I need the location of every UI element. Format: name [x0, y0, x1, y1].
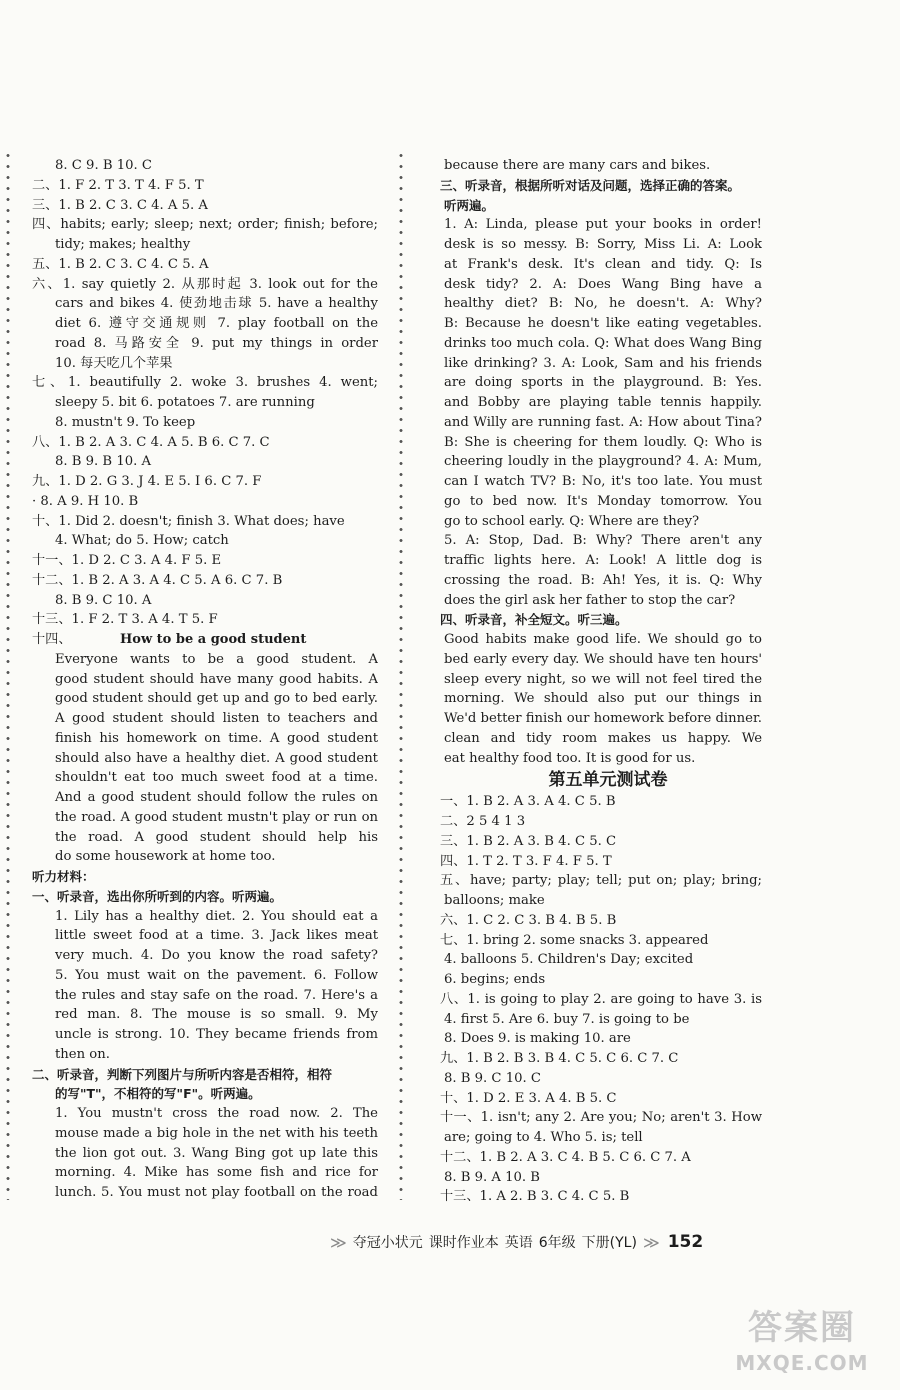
left-line: 8. B 9. C 10. A	[55, 592, 152, 608]
left-line: uncle is strong. 10. They became friends from	[55, 1027, 378, 1042]
left-line: the road. A good student should help his	[55, 829, 378, 845]
right-line: 4. balloons 5. Children's Day; excited	[444, 952, 694, 968]
left-line: lunch. 5. You must not play football on the road	[55, 1185, 378, 1200]
right-line: crossing the road. B: Ah! Yes, it is. Q: Why	[444, 572, 762, 588]
watermark-line2: MXQE.COM	[735, 1351, 869, 1375]
right-line: balloons; make	[444, 893, 545, 908]
right-line: and Bobby are playing table tennis happily.	[444, 395, 762, 410]
left-line: And a good student should follow the rules on	[55, 790, 378, 805]
chevron-right-icon: ≫	[330, 1232, 347, 1252]
left-line: finish his homework on time. A good student	[55, 730, 378, 746]
right-line: 八、1. is going to play 2. are going to have 3. is	[440, 991, 762, 1007]
left-line: red man. 8. The mouse is so small. 9. My	[55, 1007, 378, 1023]
left-line: 8. B 9. B 10. A	[55, 454, 152, 470]
right-line: traffic lights here. A: Look! A little dog is	[444, 553, 762, 568]
right-line: Good habits make good life. We should go to	[444, 632, 762, 647]
left-line: 二、听录音，判断下列图片与所听内容是否相符，相符	[32, 1066, 333, 1082]
right-line: drinks too much cola. Q: What does Wang Bing	[444, 335, 762, 351]
right-line: 六、1. C 2. C 3. B 4. B 5. B	[440, 912, 617, 928]
right-line: desk tidy? 2. A: Does Wang Bing have a	[444, 276, 762, 292]
right-line: are doing sports in the playground. B: Yes.	[444, 375, 762, 391]
right-line: 四、1. T 2. T 3. F 4. F 5. T	[440, 853, 612, 869]
right-line: B: She is cheering for them loudly. Q: Who is	[444, 434, 762, 450]
left-line: cars and bikes 4. 使劲地击球 5. have a healthy	[55, 296, 378, 312]
page-number: 152	[667, 1232, 704, 1252]
left-line	[32, 630, 378, 650]
left-line: 十三、1. F 2. T 3. A 4. T 5. F	[32, 612, 218, 628]
left-line: 1. Lily has a healthy diet. 2. You should eat a	[55, 908, 378, 924]
right-line: 第五单元测试卷	[548, 770, 668, 791]
right-line: healthy diet? B: No, he doesn't. A: Why?	[444, 296, 762, 312]
left-line: 一、听录音，选出你所听到的内容。听两遍。	[32, 888, 283, 904]
right-line: go to school early. Q: Where are they?	[444, 513, 700, 529]
left-line: 4. What; do 5. How; catch	[55, 533, 229, 549]
left-line: good student should get up and go to bed early.	[55, 691, 378, 707]
left-line: good student should have many good habits. A	[55, 671, 378, 687]
right-line: at Frank's desk. It's clean and tidy. Q: Is	[444, 256, 762, 272]
left-line: shouldn't eat too much sweet food at a time.	[55, 770, 378, 786]
right-line: clean and tidy room makes us happy. We	[444, 730, 762, 746]
right-line: 十、1. D 2. E 3. A 4. B 5. C	[440, 1090, 617, 1106]
left-line: do some housework at home too.	[55, 849, 276, 865]
left-line: 七、1. beautifully 2. woke 3. brushes 4. went;	[32, 375, 378, 391]
right-line: 十一、1. isn't; any 2. Are you; No; aren't 3. How	[440, 1110, 762, 1126]
right-line: bed early every day. We should have ten hours'	[444, 651, 762, 667]
left-line: very much. 4. Do you know the road safety?	[55, 948, 378, 963]
right-line: 十三、1. A 2. B 3. C 4. C 5. B	[440, 1189, 630, 1205]
right-line: We'd better finish our homework before dinner.	[444, 711, 762, 726]
left-line: 8. mustn't 9. To keep	[55, 414, 196, 430]
left-line: 五、1. B 2. C 3. C 4. C 5. A	[32, 256, 209, 272]
right-line: 三、听录音，根据所听对话及问题，选择正确的答案。	[440, 177, 741, 193]
right-line: 6. begins; ends	[444, 972, 546, 987]
left-line: 1. You mustn't cross the road now. 2. The	[55, 1106, 378, 1121]
right-line: 一、1. B 2. A 3. A 4. C 5. B	[440, 794, 616, 810]
right-line: 4. first 5. Are 6. buy 7. is going to be	[444, 1011, 690, 1027]
footer-grade: 6年级	[538, 1235, 576, 1251]
left-line: mouse made a big hole in the net with his teeth	[55, 1125, 378, 1141]
left-line: 听力材料：	[32, 869, 95, 884]
right-line: go to bed now. It's Monday tomorrow. You	[444, 493, 762, 509]
footer-volume: 下册(YL)	[581, 1235, 637, 1251]
left-line: morning. 4. Mike has some fish and rice for	[55, 1165, 378, 1181]
left-line: 三、1. B 2. C 3. C 4. A 5. A	[32, 197, 208, 213]
right-line: sleep every night, so we will not feel tired the	[444, 671, 762, 687]
right-line: 1. A: Linda, please put your books in order!	[444, 217, 762, 233]
left-line: 5. You must wait on the pavement. 6. Follow	[55, 967, 378, 983]
footer-brand: 夺冠小状元	[352, 1235, 423, 1251]
right-line: 8. Does 9. is making 10. are	[444, 1031, 631, 1047]
footer-book: 课时作业本	[428, 1235, 499, 1251]
left-line: the lion got out. 3. Wang Bing got up late this	[55, 1145, 378, 1161]
binding-dots-left	[6, 150, 10, 1200]
left-line: 的写"T"，不相符的写"F"。听两遍。	[55, 1086, 261, 1102]
right-line: 8. B 9. A 10. B	[444, 1169, 541, 1185]
right-line: because there are many cars and bikes.	[444, 158, 711, 173]
left-line: 十二、1. B 2. A 3. A 4. C 5. A 6. C 7. B	[32, 572, 283, 588]
right-line: cheering loudly in the playground? 4. A: Mum,	[444, 454, 762, 470]
right-line: morning. We should also put our things in	[444, 691, 762, 707]
left-line: road 8. 马路安全 9. put my things in order	[55, 335, 378, 351]
composition-title: How to be a good student	[120, 632, 307, 647]
watermark-logo	[718, 1306, 886, 1382]
left-line: 十一、1. D 2. C 3. A 4. F 5. E	[32, 553, 222, 568]
left-line: little sweet food at a time. 3. Jack likes meat	[55, 928, 378, 944]
right-line: 五、have; party; play; tell; put on; play; bring;	[440, 873, 762, 889]
right-line: 十二、1. B 2. A 3. C 4. B 5. C 6. C 7. A	[440, 1149, 691, 1165]
right-line: like drinking? 3. A: Look, Sam and his friends	[444, 355, 762, 371]
left-line: 二、1. F 2. T 3. T 4. F 5. T	[32, 177, 204, 193]
left-line: 四、habits; early; sleep; next; order; finish; before;	[32, 217, 378, 233]
answer-column-right	[440, 156, 762, 1207]
footer-subject: 英语	[504, 1235, 533, 1251]
left-line: sleepy 5. bit 6. potatoes 7. are running	[55, 395, 315, 410]
binding-dots-middle	[399, 150, 403, 1200]
left-line: diet 6. 遵守交通规则 7. play football on the	[55, 316, 378, 331]
right-line: 听两遍。	[444, 197, 495, 213]
left-line: 10. 每天吃几个苹果	[55, 355, 173, 371]
left-line: 六、1. say quietly 2. 从那时起 3. look out for the	[32, 276, 378, 292]
right-line: does the girl ask her father to stop the car?	[444, 592, 736, 608]
right-line: eat healthy food too. It is good for us.	[444, 750, 696, 766]
right-line: and Willy are running fast. A: How about Tina?	[444, 414, 762, 430]
right-line: are; going to 4. Who 5. is; tell	[444, 1130, 643, 1145]
right-line: 九、1. B 2. B 3. B 4. C 5. C 6. C 7. C	[440, 1051, 679, 1066]
left-line: tidy; makes; healthy	[55, 237, 191, 252]
right-line: can I watch TV? B: No, it's too late. You must	[444, 474, 762, 489]
left-line: 8. C 9. B 10. C	[55, 158, 152, 173]
page-footer	[330, 1231, 703, 1253]
left-line: the road. A good student mustn't play or run on	[55, 809, 378, 825]
right-line: 三、1. B 2. A 3. B 4. C 5. C	[440, 833, 617, 849]
right-line: B: Because he doesn't like eating vegetables.	[444, 316, 762, 331]
right-line: 四、听录音，补全短文。听三遍。	[440, 612, 628, 628]
answer-column-left	[32, 156, 378, 1203]
left-line: 八、1. B 2. A 3. C 4. A 5. B 6. C 7. C	[32, 434, 270, 450]
right-line: 8. B 9. C 10. C	[444, 1070, 541, 1086]
right-line: 七、1. bring 2. some snacks 3. appeared	[440, 932, 709, 948]
section-number: 十四、	[32, 632, 72, 647]
left-line: the rules and stay safe on the road. 7. Here's a	[55, 987, 378, 1003]
left-line: A good student should listen to teachers and	[55, 711, 378, 726]
left-line: should also have a healthy diet. A good student	[55, 750, 378, 766]
right-line: 二、2 5 4 1 3	[440, 814, 526, 829]
left-line: Everyone wants to be a good student. A	[55, 651, 378, 667]
left-line: then on.	[55, 1046, 110, 1062]
left-line: · 8. A 9. H 10. B	[32, 493, 139, 509]
left-line: 十、1. Did 2. doesn't; finish 3. What does; have	[32, 513, 345, 529]
chevron-right-icon: ≫	[642, 1232, 660, 1252]
left-line: 九、1. D 2. G 3. J 4. E 5. I 6. C 7. F	[32, 474, 262, 489]
right-line: desk is so messy. B: Sorry, Miss Li. A: Look	[444, 237, 762, 252]
watermark-line1: 答案圈	[748, 1308, 856, 1348]
right-line: 5. A: Stop, Dad. B: Why? There aren't any	[444, 533, 762, 549]
